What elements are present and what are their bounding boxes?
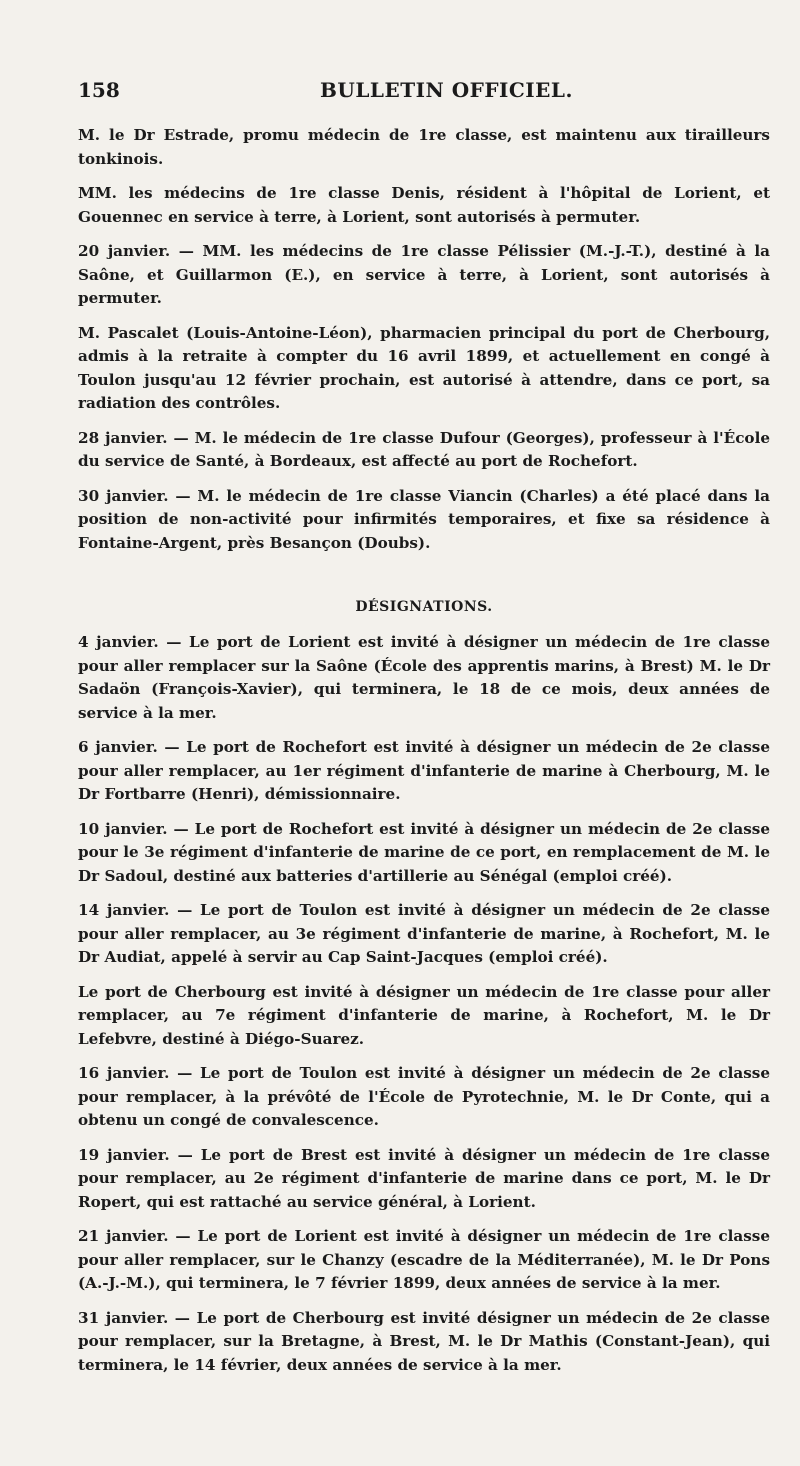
page-number: 158 — [78, 78, 120, 102]
paragraph: 31 janvier. — Le port de Cherbourg est invité désigner un médecin de 2e classe pour remplacer, sur la Bretagne, à Brest, M. le Dr Mathis (Constant-Jean), qui terminera, le 14 février, deux années de service à la mer. — [78, 1308, 770, 1374]
section-heading: DÉSIGNATIONS. — [355, 599, 493, 615]
paragraph: 14 janvier. — Le port de Toulon est invité à désigner un médecin de 2e classe pour aller remplacer, au 3e régiment d'infanterie de marine, à Rochefort, M. le Dr Audiat, appelé à servir au Cap Saint-Jacques (emploi créé). — [78, 901, 770, 966]
paragraph: MM. les médecins de 1re classe Denis, résident à l'hôpital de Lorient, et Gouennec en service à terre, à Lorient, sont autorisés à permuter. — [78, 184, 770, 226]
page-content — [78, 124, 770, 1377]
paragraph: Le port de Cherbourg est invité à désigner un médecin de 1re classe pour aller remplacer, au 7e régiment d'infanterie de marine, à Rochefort, M. le Dr Lefebvre, destiné à Diégo-Suarez. — [78, 982, 770, 1048]
paragraph: 10 janvier. — Le port de Rochefort est invité à désigner un médecin de 2e classe pour le 3e régiment d'infanterie de marine de ce port, en remplacement de M. le Dr Sadoul, destiné aux batteries d'artillerie au Sénégal (emploi créé). — [78, 819, 770, 885]
page-header — [78, 78, 770, 112]
running-title: BULLETIN OFFICIEL. — [320, 78, 573, 102]
paragraph: M. Pascalet (Louis-Antoine-Léon), pharmacien principal du port de Cherbourg, admis à la retraite à compter du 16 avril 1899, et actuellement en congé à Toulon jusqu'au 12 février prochain, est autorisé à attendre, dans ce port, sa radiation des contrôles. — [78, 323, 770, 412]
paragraph: 21 janvier. — Le port de Lorient est invité à désigner un médecin de 1re classe pour aller remplacer, sur le Chanzy (escadre de la Méditerranée), M. le Dr Pons (A.-J.-M.), qui terminera, le 7 février 1899, deux années de service à la mer. — [78, 1227, 770, 1292]
paragraph: 20 janvier. — MM. les médecins de 1re classe Pélissier (M.-J.-T.), destiné à la Saône, et Guillarmon (E.), en service à terre, à Lorient, sont autorisés à permuter. — [78, 242, 770, 307]
paragraph: 6 janvier. — Le port de Rochefort est invité à désigner un médecin de 2e classe pour aller remplacer, au 1er régiment d'infanterie de marine à Cherbourg, M. le Dr Fortbarre (Henri), démissionnaire. — [78, 738, 770, 803]
paragraph: 19 janvier. — Le port de Brest est invité à désigner un médecin de 1re classe pour remplacer, au 2e régiment d'infanterie de marine dans ce port, M. le Dr Ropert, qui est rattaché au service général, à Lorient. — [78, 1145, 770, 1211]
paragraph: 28 janvier. — M. le médecin de 1re classe Dufour (Georges), professeur à l'École du service de Santé, à Bordeaux, est affecté au port de Rochefort. — [78, 428, 770, 470]
paragraph: 4 janvier. — Le port de Lorient est invité à désigner un médecin de 1re classe pour aller remplacer sur la Saône (École des apprentis marins, à Brest) M. le Dr Sadaön (François-Xavier), qui terminera, le 18 de ce mois, deux années de service à la mer. — [78, 633, 770, 722]
paragraph: M. le Dr Estrade, promu médecin de 1re classe, est maintenu aux tirailleurs tonkinois. — [78, 126, 770, 168]
paragraph: 30 janvier. — M. le médecin de 1re classe Viancin (Charles) a été placé dans la position de non-activité pour infirmités temporaires, et fixe sa résidence à Fontaine-Argent, près Besançon (Doubs). — [78, 486, 770, 552]
paragraph: 16 janvier. — Le port de Toulon est invité à désigner un médecin de 2e classe pour remplacer, à la prévôté de l'École de Pyrotechnie, M. le Dr Conte, qui a obtenu un congé de convalescence. — [78, 1064, 770, 1129]
